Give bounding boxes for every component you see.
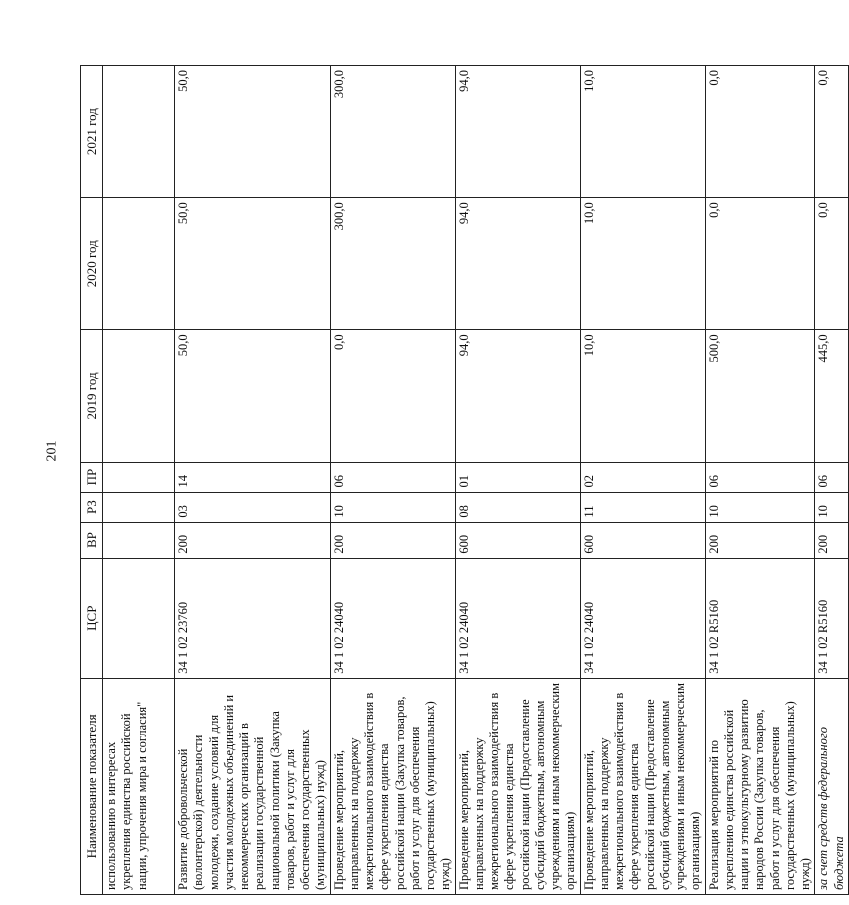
row-csr: 34 1 02 24040 (455, 558, 580, 678)
row-name: Проведение мероприятий, направленных на поддержку межрегионального взаимодействия в сфере укрепления единства российской нации (Закупка товаров, работ и услуг для обеспечения государственных (муниципальных) нужд) (330, 678, 455, 894)
row-csr: 34 1 02 23760 (175, 558, 331, 678)
row-2019: 0,0 (330, 330, 455, 462)
row-vr: 200 (815, 522, 849, 558)
row-vr (103, 522, 175, 558)
row-rz (103, 492, 175, 522)
table-row (103, 66, 175, 895)
row-2019: 445,0 (815, 330, 849, 462)
row-2020: 0,0 (815, 198, 849, 330)
table-row (330, 66, 455, 895)
row-csr (103, 558, 175, 678)
table-header-row (81, 66, 103, 895)
row-rz: 08 (455, 492, 580, 522)
row-2019: 94,0 (455, 330, 580, 462)
row-2020 (103, 198, 175, 330)
row-2021: 50,0 (175, 66, 331, 198)
row-rz: 03 (175, 492, 331, 522)
row-2021: 10,0 (580, 66, 705, 198)
row-rz: 11 (580, 492, 705, 522)
page-number: 201 (44, 440, 60, 462)
row-pr (103, 462, 175, 492)
header-name: Наименование показателя (81, 678, 103, 894)
row-name: использованию в интересах укрепления единства российской нации, упрочения мира и согласия" (103, 678, 175, 894)
row-rz: 10 (330, 492, 455, 522)
row-vr: 200 (705, 522, 815, 558)
row-2020: 0,0 (705, 198, 815, 330)
budget-table-wrapper (80, 65, 846, 895)
table-row (455, 66, 580, 895)
header-pr: ПР (81, 462, 103, 492)
header-csr: ЦСР (81, 558, 103, 678)
row-rz: 10 (705, 492, 815, 522)
row-2020: 10,0 (580, 198, 705, 330)
row-2019: 50,0 (175, 330, 331, 462)
table-row (705, 66, 815, 895)
row-2020: 94,0 (455, 198, 580, 330)
row-vr: 600 (455, 522, 580, 558)
row-2021: 94,0 (455, 66, 580, 198)
header-vr: ВР (81, 522, 103, 558)
row-pr: 02 (580, 462, 705, 492)
row-pr: 06 (330, 462, 455, 492)
row-vr: 600 (580, 522, 705, 558)
row-name: Развитие добровольческой (волонтерской) деятельности молодежи, создание условий для участия молодежных объединений и некоммерческих организаций в реализации государственной национальной политики (Закупка товаров, работ и услуг для обеспечения государственных (муниципальных) нужд) (175, 678, 331, 894)
header-2021: 2021 год (81, 66, 103, 198)
row-rz: 10 (815, 492, 849, 522)
row-csr: 34 1 02 24040 (580, 558, 705, 678)
row-vr: 200 (330, 522, 455, 558)
row-2019: 500,0 (705, 330, 815, 462)
row-csr: 34 1 02 R5160 (815, 558, 849, 678)
row-2019: 10,0 (580, 330, 705, 462)
row-name: Реализация мероприятий по укреплению единства российской нации и этнокультурному развитию народов России (Закупка товаров, работ и услуг для обеспечения государственных (муниципальных) нужд) (705, 678, 815, 894)
row-csr: 34 1 02 R5160 (705, 558, 815, 678)
table-row (175, 66, 331, 895)
table-row (580, 66, 705, 895)
row-csr: 34 1 02 24040 (330, 558, 455, 678)
row-pr: 01 (455, 462, 580, 492)
row-name: за счет средств федерального бюджета (815, 678, 849, 894)
row-2020: 300,0 (330, 198, 455, 330)
row-2021: 0,0 (815, 66, 849, 198)
table-row (815, 66, 849, 895)
row-name: Проведение мероприятий, направленных на поддержку межрегионального взаимодействия в сфере укрепления единства российской нации (Предоставление субсидий бюджетным, автономным учреждениям и иным некоммерческим организациям) (580, 678, 705, 894)
row-2021: 0,0 (705, 66, 815, 198)
row-2020: 50,0 (175, 198, 331, 330)
budget-table (80, 65, 849, 895)
row-2021: 300,0 (330, 66, 455, 198)
row-name: Проведение мероприятий, направленных на поддержку межрегионального взаимодействия в сфере укрепления единства российской нации (Предоставление субсидий бюджетным, автономным учреждениям и иным некоммерческим организациям) (455, 678, 580, 894)
row-pr: 06 (815, 462, 849, 492)
row-2019 (103, 330, 175, 462)
row-pr: 14 (175, 462, 331, 492)
header-rz: РЗ (81, 492, 103, 522)
row-2021 (103, 66, 175, 198)
row-vr: 200 (175, 522, 331, 558)
header-2020: 2020 год (81, 198, 103, 330)
header-2019: 2019 год (81, 330, 103, 462)
row-pr: 06 (705, 462, 815, 492)
